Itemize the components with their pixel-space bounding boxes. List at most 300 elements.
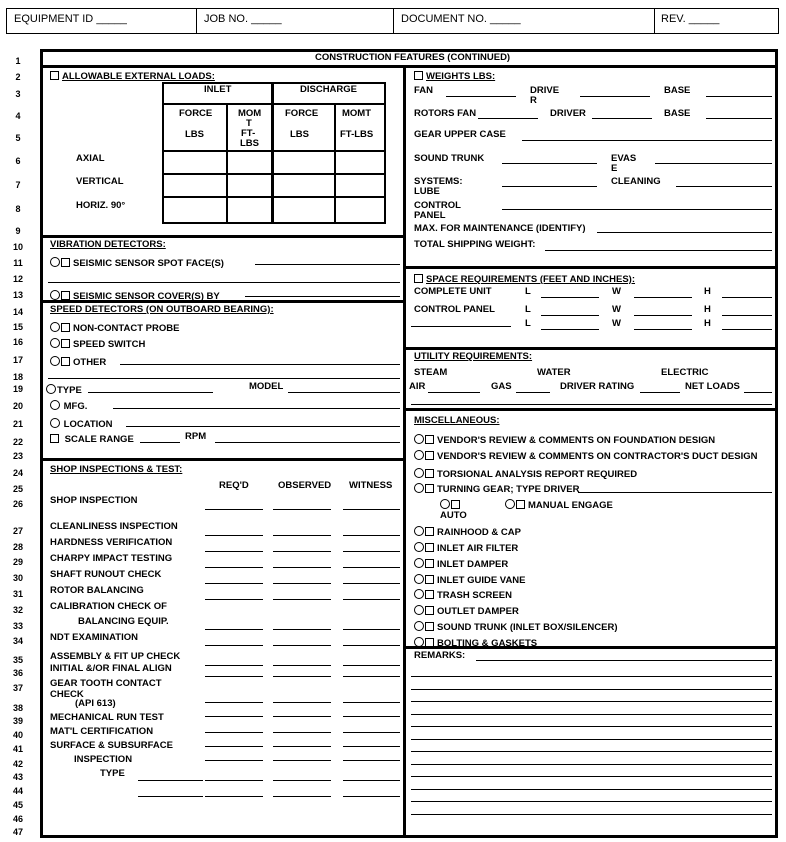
- witness-field[interactable]: [343, 567, 400, 568]
- rotors-driver-label: DRIVER: [550, 108, 586, 119]
- blank-field[interactable]: [411, 326, 511, 327]
- reqd-field[interactable]: [205, 702, 263, 703]
- observed-field[interactable]: [273, 551, 331, 552]
- checkbox-icon[interactable]: [425, 527, 434, 536]
- cover-option[interactable]: SEISMIC SENSOR COVER(S) BY: [50, 290, 220, 302]
- left-divider: [40, 458, 406, 461]
- witness-field[interactable]: [343, 796, 400, 797]
- observed-field[interactable]: [273, 760, 331, 761]
- radio-icon[interactable]: [414, 434, 424, 444]
- observed-field[interactable]: [273, 583, 331, 584]
- lube-label: LUBE: [414, 186, 440, 197]
- misc-option[interactable]: [414, 526, 521, 538]
- reqd-field[interactable]: [205, 583, 263, 584]
- radio-icon: [50, 356, 60, 366]
- turning-gear-field[interactable]: [578, 492, 772, 493]
- row-number: 19: [12, 384, 23, 394]
- observed-field[interactable]: [273, 665, 331, 666]
- net-loads-field[interactable]: [744, 392, 772, 393]
- misc-option-label: VENDOR'S REVIEW & COMMENTS ON FOUNDATION DESIGN: [437, 435, 716, 446]
- witness-field[interactable]: [343, 583, 400, 584]
- sound-trunk-label: SOUND TRUNK: [414, 153, 485, 164]
- loads-grid: [162, 196, 384, 198]
- radio-icon[interactable]: [414, 542, 424, 552]
- misc-option-label: TURNING GEAR; TYPE DRIVER: [437, 484, 580, 495]
- reqd-field[interactable]: [205, 796, 263, 797]
- misc-option[interactable]: [414, 450, 758, 462]
- type-field[interactable]: [138, 780, 203, 781]
- right-divider: [403, 266, 778, 269]
- remarks-field[interactable]: [476, 660, 772, 661]
- checkbox-icon[interactable]: [425, 606, 434, 615]
- shop-item-label: CHARPY IMPACT TESTING: [50, 553, 173, 564]
- observed-field[interactable]: [273, 702, 331, 703]
- spot-face-option[interactable]: SEISMIC SENSOR SPOT FACE(S): [50, 257, 224, 269]
- spot-face-field[interactable]: [255, 264, 400, 265]
- row-number: 36: [12, 668, 23, 678]
- header-divider: [654, 8, 655, 33]
- reqd-field[interactable]: [205, 780, 263, 781]
- reqd-field[interactable]: [205, 665, 263, 666]
- observed-field[interactable]: [273, 746, 331, 747]
- space-heading: SPACE REQUIREMENTS (FEET AND INCHES):: [414, 274, 635, 285]
- row-number: 11: [13, 258, 23, 268]
- w-field[interactable]: [634, 315, 692, 316]
- fan-label: FAN: [414, 85, 433, 96]
- row-number: 44: [12, 786, 23, 796]
- misc-option-label: BOLTING & GASKETS: [437, 638, 538, 649]
- row-number: 6: [15, 156, 21, 166]
- shop-item-label: SURFACE & SUBSURFACE: [50, 740, 173, 751]
- axial-label: AXIAL: [76, 153, 105, 164]
- rpm-label: RPM: [185, 431, 207, 442]
- shop-item-label: SHOP INSPECTION: [50, 495, 138, 506]
- radio-icon: [505, 499, 515, 509]
- shop-item-label: ASSEMBLY & FIT UP CHECK: [50, 651, 181, 662]
- loads-checkbox[interactable]: [50, 71, 59, 80]
- scale-option[interactable]: SCALE RANGE: [50, 434, 134, 445]
- row-number: 12: [12, 274, 23, 284]
- row-number: 28: [12, 542, 23, 552]
- witness-field[interactable]: [343, 665, 400, 666]
- base-label: BASE: [664, 85, 691, 96]
- h-label: H: [704, 304, 711, 315]
- misc-option-label: OUTLET DAMPER: [437, 606, 519, 617]
- switch-option[interactable]: SPEED SWITCH: [50, 338, 145, 350]
- l-field[interactable]: [541, 297, 599, 298]
- row-number: 34: [12, 636, 23, 646]
- remarks-label: REMARKS:: [414, 650, 466, 661]
- loads-grid: [334, 104, 336, 222]
- gas-field[interactable]: [516, 392, 550, 393]
- row-number: 31: [12, 589, 23, 599]
- electric-label: ELECTRIC: [661, 367, 709, 378]
- momt-label: T: [246, 118, 252, 129]
- h-label: H: [704, 286, 711, 297]
- witness-field[interactable]: [343, 551, 400, 552]
- auto-label: AUTO: [440, 510, 467, 521]
- driver-label: DRIVE: [530, 85, 560, 96]
- weights-heading: WEIGHTS LBS:: [414, 71, 495, 82]
- witness-field[interactable]: [343, 629, 400, 630]
- manual-option[interactable]: MANUAL ENGAGE: [505, 499, 613, 511]
- frame-middle: [403, 65, 406, 838]
- remarks-line[interactable]: [411, 801, 772, 802]
- row-number: 20: [12, 401, 23, 411]
- gas-label: GAS: [491, 381, 512, 392]
- blank-field[interactable]: [138, 796, 203, 797]
- row-number: 37: [12, 683, 23, 693]
- checkbox-icon[interactable]: [425, 435, 434, 444]
- remarks-line[interactable]: [411, 789, 772, 790]
- observed-field[interactable]: [273, 509, 331, 510]
- radio-icon[interactable]: [414, 468, 424, 478]
- misc-option[interactable]: [414, 434, 715, 446]
- reqd-field[interactable]: [205, 760, 263, 761]
- row-number: 15: [12, 322, 23, 332]
- shop-item-label: HARDNESS VERIFICATION: [50, 537, 173, 548]
- evase-field[interactable]: [655, 163, 772, 164]
- momt-label: MOM: [238, 108, 262, 119]
- row-number: 14: [12, 307, 23, 317]
- shop-item-label: CALIBRATION CHECK OF: [50, 601, 167, 612]
- sound-trunk-field[interactable]: [502, 163, 597, 164]
- radio-icon: [46, 384, 56, 394]
- total-ship-field[interactable]: [545, 250, 772, 251]
- model-field[interactable]: [288, 392, 400, 393]
- row-number: 16: [12, 337, 23, 347]
- observed-header: OBSERVED: [278, 480, 332, 491]
- air-field[interactable]: [428, 392, 480, 393]
- form-title: CONSTRUCTION FEATURES (CONTINUED): [315, 52, 511, 63]
- loads-grid: [162, 150, 384, 152]
- driver-rating-field[interactable]: [640, 392, 680, 393]
- row-number: 4: [15, 111, 21, 121]
- reqd-field[interactable]: [205, 716, 263, 717]
- row-number: 41: [12, 744, 23, 754]
- misc-option[interactable]: [414, 558, 508, 570]
- witness-field[interactable]: [343, 535, 400, 536]
- rev-label: REV. _____: [661, 13, 720, 25]
- cover-field[interactable]: [245, 296, 400, 297]
- row-number: 24: [12, 468, 23, 478]
- w-label: W: [612, 304, 621, 315]
- remarks-line[interactable]: [411, 776, 772, 777]
- row-number: 32: [12, 605, 23, 615]
- mfg-field[interactable]: [113, 408, 400, 409]
- checkbox-icon[interactable]: [425, 543, 434, 552]
- row-number: 26: [12, 499, 23, 509]
- h-field[interactable]: [722, 315, 772, 316]
- remarks-line[interactable]: [411, 714, 772, 715]
- row-number: 27: [12, 526, 23, 536]
- misc-option[interactable]: [414, 483, 580, 495]
- row-number: 9: [15, 226, 21, 236]
- observed-field[interactable]: [273, 599, 331, 600]
- location-field[interactable]: [126, 426, 400, 427]
- lube-field[interactable]: [502, 186, 597, 187]
- remarks-line[interactable]: [411, 764, 772, 765]
- reqd-header: REQ'D: [219, 480, 249, 491]
- checkbox-icon: [61, 357, 70, 366]
- rotors-driver-field[interactable]: [592, 118, 652, 119]
- reqd-field[interactable]: [205, 629, 263, 630]
- right-divider: [403, 408, 778, 411]
- checkbox-icon[interactable]: [425, 451, 434, 460]
- misc-option-label: INLET DAMPER: [437, 559, 509, 570]
- driver-label: R: [530, 95, 537, 106]
- misc-option-label: SOUND TRUNK (INLET BOX/SILENCER): [437, 622, 618, 633]
- witness-field[interactable]: [343, 760, 400, 761]
- scale-field[interactable]: [140, 442, 180, 443]
- radio-icon[interactable]: [414, 483, 424, 493]
- w-label: W: [612, 286, 621, 297]
- misc-option[interactable]: [414, 542, 518, 554]
- momt-label: MOMT: [342, 108, 372, 119]
- job-no-label: JOB NO. _____: [204, 13, 282, 25]
- loads-grid: [226, 104, 228, 222]
- row-number: 8: [15, 204, 21, 214]
- remarks-line[interactable]: [411, 701, 772, 702]
- lbs-label: LBS: [185, 129, 204, 140]
- h-label: H: [704, 318, 711, 329]
- ftlbs-label: FT-: [241, 128, 256, 139]
- row-number: 30: [12, 573, 23, 583]
- row-number: 13: [12, 290, 23, 300]
- driver-rating-label: DRIVER RATING: [560, 381, 635, 392]
- complete-unit-label: COMPLETE UNIT: [414, 286, 492, 297]
- checkbox-icon: [61, 323, 70, 332]
- remarks-line[interactable]: [411, 676, 772, 677]
- radio-icon: [50, 257, 60, 267]
- misc-option[interactable]: [414, 574, 526, 586]
- row-number: 29: [12, 557, 23, 567]
- ftlbs-label: FT-LBS: [340, 129, 374, 140]
- l-label: L: [525, 304, 531, 315]
- location-option[interactable]: LOCATION: [50, 418, 113, 430]
- radio-icon[interactable]: [414, 621, 424, 631]
- checkbox-icon[interactable]: [425, 590, 434, 599]
- l-field[interactable]: [541, 329, 599, 330]
- observed-field[interactable]: [273, 780, 331, 781]
- misc-option-label: TORSIONAL ANALYSIS REPORT REQUIRED: [437, 469, 638, 480]
- header-divider: [393, 8, 394, 33]
- right-divider: [403, 347, 778, 350]
- observed-field[interactable]: [273, 645, 331, 646]
- radio-icon: [50, 290, 60, 300]
- noncontact-option[interactable]: NON-CONTACT PROBE: [50, 322, 179, 334]
- observed-field[interactable]: [273, 629, 331, 630]
- misc-option-label: VENDOR'S REVIEW & COMMENTS ON CONTRACTOR'S DUCT DESIGN: [437, 451, 758, 462]
- evase-label: E: [611, 163, 618, 174]
- ftlbs-label: LBS: [240, 138, 259, 149]
- witness-field[interactable]: [343, 732, 400, 733]
- max-maint-field[interactable]: [597, 232, 772, 233]
- remarks-line[interactable]: [411, 726, 772, 727]
- control-panel-label: CONTROL: [414, 200, 461, 211]
- driver-field[interactable]: [580, 96, 650, 97]
- observed-field[interactable]: [273, 567, 331, 568]
- witness-field[interactable]: [343, 716, 400, 717]
- shop-item-label: SHAFT RUNOUT CHECK: [50, 569, 162, 580]
- observed-field[interactable]: [273, 796, 331, 797]
- radio-icon[interactable]: [414, 605, 424, 615]
- radio-icon: [440, 499, 450, 509]
- mfg-option[interactable]: MFG.: [50, 400, 87, 412]
- frame-bottom: [40, 835, 778, 838]
- control-panel-field[interactable]: [502, 209, 772, 210]
- row-number: 22: [12, 437, 23, 447]
- h-field[interactable]: [722, 329, 772, 330]
- observed-field[interactable]: [273, 535, 331, 536]
- checkbox-icon[interactable]: [425, 559, 434, 568]
- cleaning-label: CLEANING: [611, 176, 661, 187]
- l-label: L: [525, 318, 531, 329]
- other-option[interactable]: OTHER: [50, 356, 106, 368]
- gear-upper-field[interactable]: [522, 140, 772, 141]
- blank-field[interactable]: [48, 282, 400, 283]
- row-number: 42: [12, 759, 23, 769]
- witness-field[interactable]: [343, 509, 400, 510]
- radio-icon[interactable]: [414, 637, 424, 647]
- witness-header: WITNESS: [349, 480, 393, 491]
- utility-heading: UTILITY REQUIREMENTS:: [414, 351, 533, 362]
- row-number: 33: [12, 621, 23, 631]
- h-field[interactable]: [722, 297, 772, 298]
- vertical-label: VERTICAL: [76, 176, 124, 187]
- witness-field[interactable]: [343, 676, 400, 677]
- row-number: 1: [15, 56, 21, 66]
- radio-icon[interactable]: [414, 526, 424, 536]
- reqd-field[interactable]: [205, 509, 263, 510]
- steam-label: STEAM: [414, 367, 448, 378]
- radio-icon[interactable]: [414, 589, 424, 599]
- speed-heading: SPEED DETECTORS (ON OUTBOARD BEARING):: [50, 304, 274, 315]
- air-label: AIR: [409, 381, 426, 392]
- l-field[interactable]: [541, 315, 599, 316]
- space-checkbox[interactable]: [414, 274, 423, 283]
- remarks-line[interactable]: [411, 751, 772, 752]
- frame-left: [40, 49, 43, 838]
- rotors-fan-label: ROTORS FAN: [414, 108, 477, 119]
- remarks-line[interactable]: [411, 689, 772, 690]
- reqd-field[interactable]: [205, 732, 263, 733]
- row-number: 2: [15, 72, 21, 82]
- base-field[interactable]: [706, 96, 772, 97]
- type-option[interactable]: TYPE: [46, 384, 82, 396]
- checkbox-icon: [61, 291, 70, 300]
- radio-icon: [50, 418, 60, 428]
- checkbox-icon: [516, 500, 525, 509]
- row-number: 35: [12, 655, 23, 665]
- evase-label: EVAS: [611, 153, 637, 164]
- radio-icon: [50, 322, 60, 332]
- witness-field[interactable]: [343, 746, 400, 747]
- reqd-field[interactable]: [205, 599, 263, 600]
- checkbox-icon: [61, 258, 70, 267]
- reqd-field[interactable]: [205, 645, 263, 646]
- remarks-line[interactable]: [411, 739, 772, 740]
- observed-field[interactable]: [273, 732, 331, 733]
- misc-option[interactable]: [414, 621, 618, 633]
- document-no-label: DOCUMENT NO. _____: [401, 13, 521, 25]
- reqd-field[interactable]: [205, 567, 263, 568]
- witness-field[interactable]: [343, 645, 400, 646]
- row-number: 17: [12, 355, 23, 365]
- remarks-line[interactable]: [411, 814, 772, 815]
- type-field[interactable]: [88, 392, 213, 393]
- fan-field[interactable]: [446, 96, 516, 97]
- checkbox-icon[interactable]: [425, 484, 434, 493]
- radio-icon[interactable]: [414, 574, 424, 584]
- rotors-base-label: BASE: [664, 108, 691, 119]
- weights-checkbox[interactable]: [414, 71, 423, 80]
- lbs-label: LBS: [290, 129, 309, 140]
- force-label: FORCE: [285, 108, 319, 119]
- w-field[interactable]: [634, 329, 692, 330]
- misc-heading: MISCELLANEOUS:: [414, 415, 500, 426]
- checkbox-icon[interactable]: [425, 469, 434, 478]
- witness-field[interactable]: [343, 702, 400, 703]
- cleaning-field[interactable]: [676, 186, 772, 187]
- vibration-heading: VIBRATION DETECTORS:: [50, 239, 166, 250]
- witness-field[interactable]: [343, 780, 400, 781]
- net-loads-label: NET LOADS: [685, 381, 740, 392]
- observed-field[interactable]: [273, 716, 331, 717]
- misc-option[interactable]: [414, 468, 637, 480]
- rotors-fan-field[interactable]: [478, 118, 538, 119]
- total-ship-label: TOTAL SHIPPING WEIGHT:: [414, 239, 536, 250]
- reqd-field[interactable]: [205, 746, 263, 747]
- misc-option-label: RAINHOOD & CAP: [437, 527, 521, 538]
- row-number: 45: [12, 800, 23, 810]
- radio-icon[interactable]: [414, 558, 424, 568]
- control-panel-label: PANEL: [414, 210, 446, 221]
- shop-item-label: MECHANICAL RUN TEST: [50, 712, 164, 723]
- radio-icon[interactable]: [414, 450, 424, 460]
- reqd-field[interactable]: [205, 551, 263, 552]
- other-field[interactable]: [120, 364, 400, 365]
- row-number: 18: [12, 372, 23, 382]
- blank-field[interactable]: [411, 404, 772, 405]
- row-number: 7: [15, 180, 21, 190]
- checkbox-icon: [451, 500, 460, 509]
- checkbox-icon[interactable]: [425, 622, 434, 631]
- checkbox-icon[interactable]: [425, 575, 434, 584]
- misc-option[interactable]: [414, 605, 519, 617]
- frame-right: [775, 49, 778, 838]
- water-label: WATER: [537, 367, 571, 378]
- w-field[interactable]: [634, 297, 692, 298]
- reqd-field[interactable]: [205, 676, 263, 677]
- reqd-field[interactable]: [205, 535, 263, 536]
- rotors-base-field[interactable]: [706, 118, 772, 119]
- shop-item-label: CHECK: [50, 689, 84, 700]
- observed-field[interactable]: [273, 676, 331, 677]
- blank-field[interactable]: [48, 378, 400, 379]
- loads-heading: ALLOWABLE EXTERNAL LOADS:: [50, 71, 215, 82]
- max-maint-label: MAX. FOR MAINTENANCE (IDENTIFY): [414, 223, 586, 234]
- horiz-label: HORIZ. 90°: [76, 200, 126, 211]
- misc-option[interactable]: [414, 637, 537, 649]
- rpm-field[interactable]: [215, 442, 400, 443]
- witness-field[interactable]: [343, 599, 400, 600]
- misc-option[interactable]: [414, 589, 512, 601]
- header-divider: [196, 8, 197, 33]
- row-number: 38: [12, 703, 23, 713]
- checkbox-icon[interactable]: [425, 638, 434, 647]
- row-number: 10: [12, 242, 23, 252]
